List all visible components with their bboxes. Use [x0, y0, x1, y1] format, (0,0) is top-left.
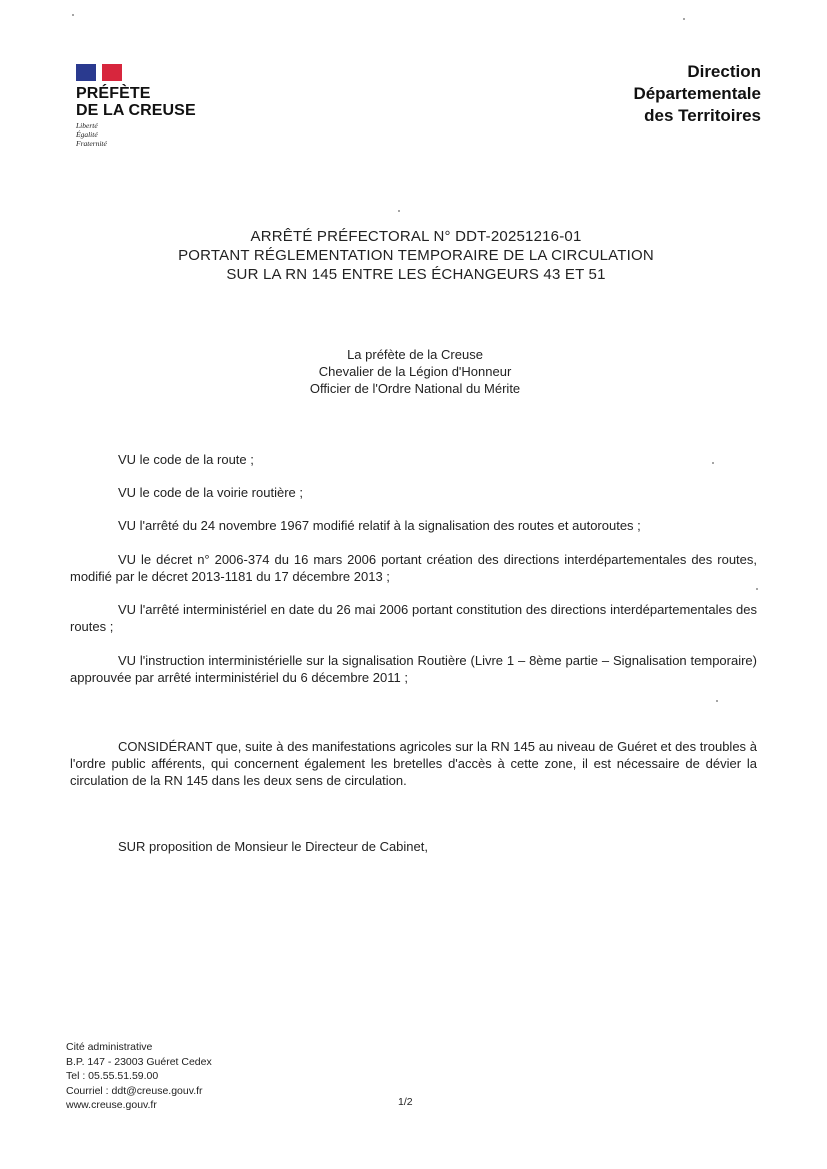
scan-speck: [712, 462, 714, 464]
footer-address: Cité administrative B.P. 147 - 23003 Guéret Cedex Tel : 05.55.51.59.00 Courriel : ddt@creuse.gouv.fr www.creuse.gouv.fr: [66, 1041, 212, 1111]
department-name: Direction Départementale des Territoires: [633, 62, 761, 125]
visa-arrete-1967: VU l'arrêté du 24 novembre 1967 modifié relatif à la signalisation des routes et autoroutes ;: [118, 518, 641, 533]
footer-website: www.creuse.gouv.fr: [66, 1099, 157, 1111]
republic-motto: Liberté Égalité Fraternité: [76, 121, 107, 148]
document-title: ARRÊTÉ PRÉFECTORAL N° DDT-20251216-01 PORTANT RÉGLEMENTATION TEMPORAIRE DE LA CIRCULATION SUR LA RN 145 ENTRE LES ÉCHANGEURS 43 ET 51: [178, 228, 654, 283]
proposition-line: SUR proposition de Monsieur le Directeur de Cabinet,: [118, 839, 428, 854]
prefecture-logo: [76, 64, 226, 148]
signatory-block: La préfète de la Creuse Chevalier de la Légion d'Honneur Officier de l'Ordre National du Mérite: [309, 347, 521, 396]
visa-arrete-2006: VU l'arrêté interministériel en date du 26 mai 2006 portant constitution des directions interdépartementales des routes ;: [70, 602, 757, 634]
page-number: 1/2: [398, 1096, 413, 1108]
visa-code-route: VU le code de la route ;: [118, 452, 254, 467]
scan-speck: [72, 14, 74, 16]
visa-decret-2006: VU le décret n° 2006-374 du 16 mars 2006 portant création des directions interdépartementales des routes, modifié par le décret 2013-1181 du 17 décembre 2013 ;: [70, 552, 757, 584]
visa-instruction-2011: VU l'instruction interministérielle sur la signalisation Routière (Livre 1 – 8ème partie – Signalisation temporaire) approuvée par arrêté interministériel du 6 décembre 2011 ;: [70, 653, 757, 685]
marianne-flag-icon: [76, 64, 122, 81]
scan-speck: [683, 18, 685, 20]
scan-speck: [398, 210, 400, 212]
scan-speck: [756, 588, 758, 590]
visa-code-voirie: VU le code de la voirie routière ;: [118, 485, 303, 500]
footer-email: Courriel : ddt@creuse.gouv.fr: [66, 1084, 203, 1097]
scan-speck: [716, 700, 718, 702]
logo-title: PRÉFÈTE DE LA CREUSE: [76, 85, 196, 119]
considerant-paragraph: CONSIDÉRANT que, suite à des manifestations agricoles sur la RN 145 au niveau de Guéret et des troubles à l'ordre public afférents, qui concernent également les bretelles d'accès à cette zone, il est nécessaire de dévier la circulation de la RN 145 dans les deux sens de circulation.: [70, 739, 757, 788]
